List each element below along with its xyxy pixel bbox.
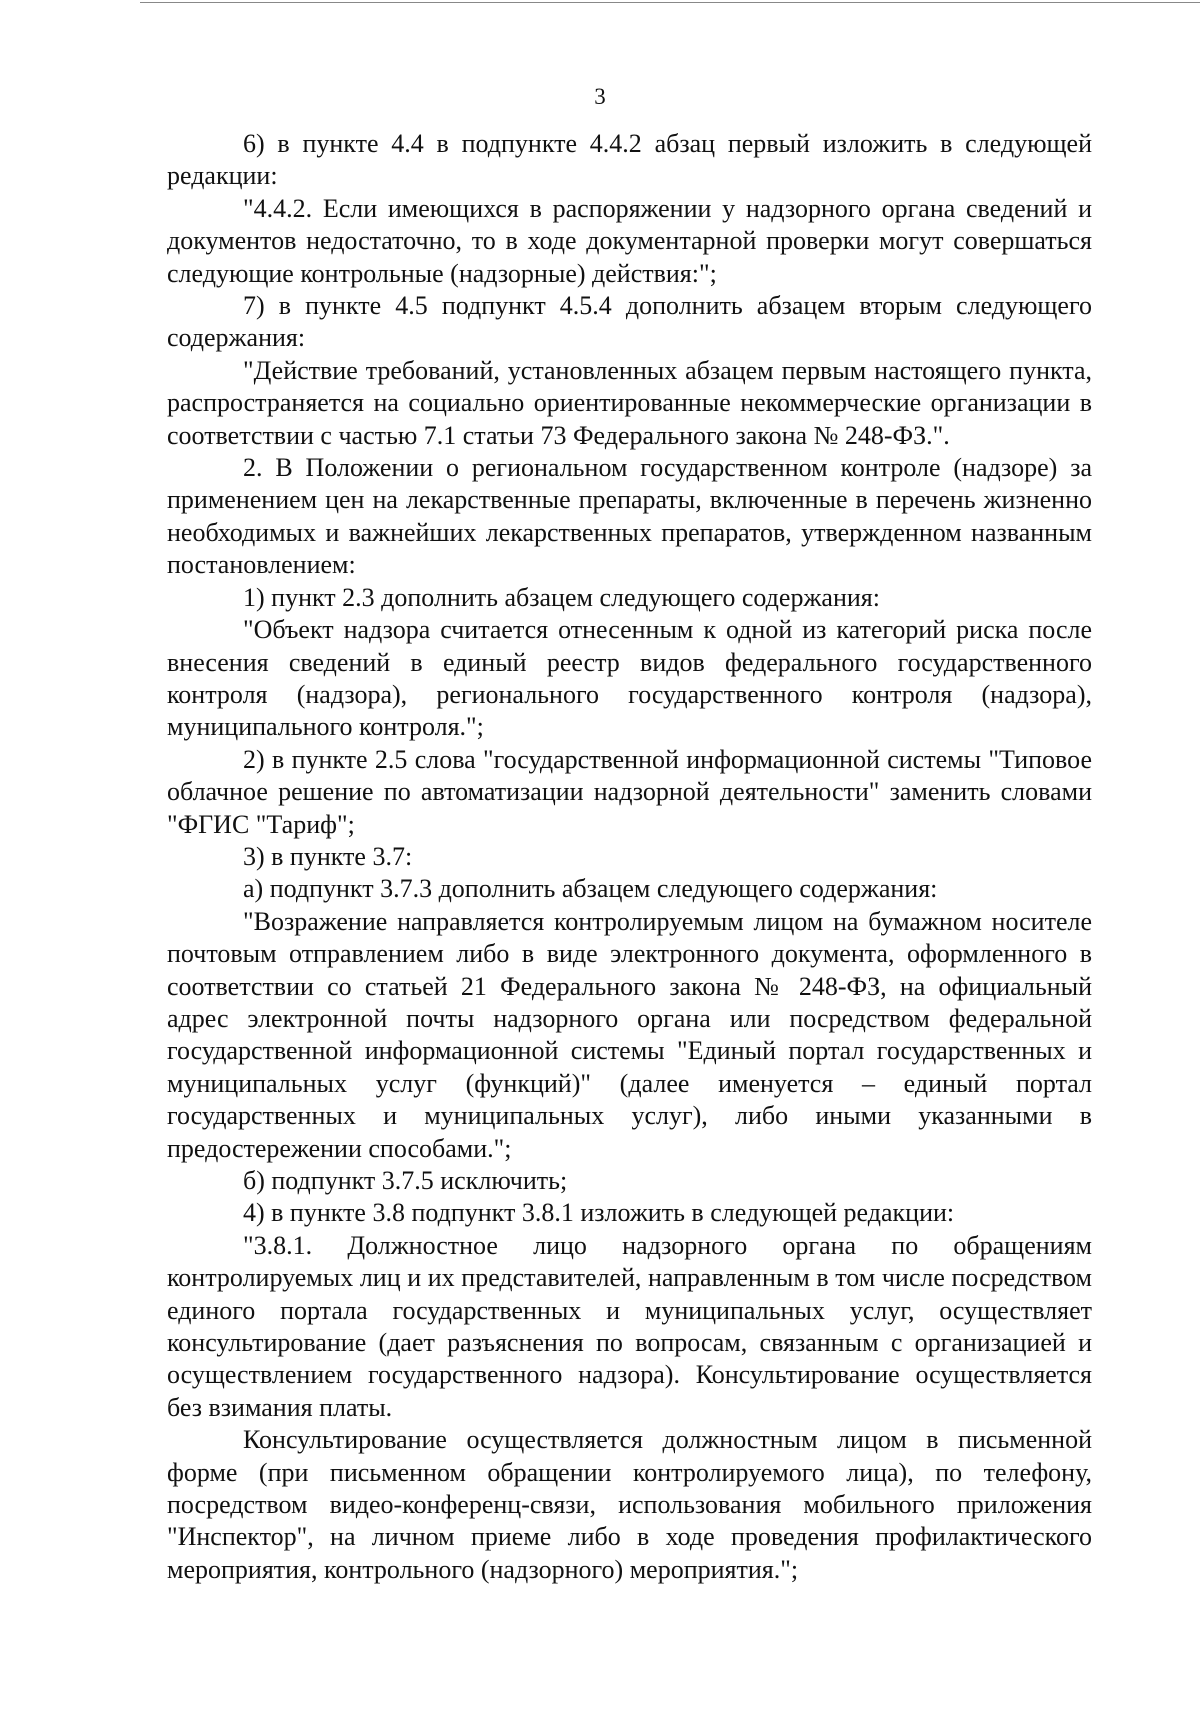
paragraph: 4) в пункте 3.8 подпункт 3.8.1 изложить в следующей редакции: [243,1198,955,1228]
paragraph: Консультирование осуществляется должностным лицом в письменной форме (при письменном обращении контролируемого лица), по телефону, посредством видео-конференц-связи, использования мобильного приложения "Инспектор", на личном приеме либо в ходе проведения профилактического мероприятия, контрольного (надзорного) мероприятия."; [167,1425,1092,1584]
paragraph: 2) в пункте 2.5 слова "государственной информационной системы "Типовое облачное решение по автоматизации надзорной деятельности" заменить словами "ФГИС "Тариф"; [167,744,1092,839]
page-number: 3 [594,84,606,109]
paragraph: "Возражение направляется контролируемым лицом на бумажном носителе почтовым отправлением либо в виде электронного документа, оформленного в соответствии со статьей 21 Федерального закона № 248-ФЗ, на официальный адрес электронной почты надзорного органа или посредством федеральной государственной информационной системы "Единый портал государственных и муниципальных услуг (функций)" (далее именуется – единый портал государственных и муниципальных услуг), либо иными указанными в предостережении способами."; [167,906,1092,1163]
paragraph: "Действие требований, установленных абзацем первым настоящего пункта, распространяется на социально ориентированные некоммерческие организации в соответствии с частью 7.1 статьи 73 Федерального закона № 248-ФЗ.". [167,355,1092,450]
paragraph: "Объект надзора считается отнесенным к одной из категорий риска после внесения сведений в единый реестр видов федерального государственного контроля (надзора), регионального государственного контроля (надзора), муниципального контроля."; [167,615,1092,742]
paragraph: 7) в пункте 4.5 подпункт 4.5.4 дополнить абзацем вторым следующего содержания: [167,291,1092,353]
paragraph: 3) в пункте 3.7: [243,841,413,871]
paragraph: "3.8.1. Должностное лицо надзорного органа по обращениям контролируемых лиц и их представителей, направленным в том числе посредством единого портала государственных и муниципальных услуг, осуществляет консультирование (дает разъяснения по вопросам, связанным с организацией и осуществлением государственного надзора). Консультирование осуществляется без взимания платы. [167,1230,1092,1422]
paragraph: 2. В Положении о региональном государственном контроле (надзоре) за применением цен на лекарственные препараты, включенные в перечень жизненно необходимых и важнейших лекарственных препаратов, утвержденном названным постановлением: [167,453,1092,580]
paragraph: а) подпункт 3.7.3 дополнить абзацем следующего содержания: [243,874,938,904]
paragraph: б) подпункт 3.7.5 исключить; [243,1166,568,1195]
paragraph: 1) пункт 2.3 дополнить абзацем следующего содержания: [243,582,880,612]
document-body [167,128,1092,1586]
paragraph: 6) в пункте 4.4 в подпункте 4.4.2 абзац первый изложить в следующей редакции: [167,129,1092,191]
paragraph: "4.4.2. Если имеющихся в распоряжении у надзорного органа сведений и документов недостаточно, то в ходе документарной проверки могут совершаться следующие контрольные (надзорные) действия:"; [167,193,1092,288]
scan-edge-line [140,2,1200,3]
